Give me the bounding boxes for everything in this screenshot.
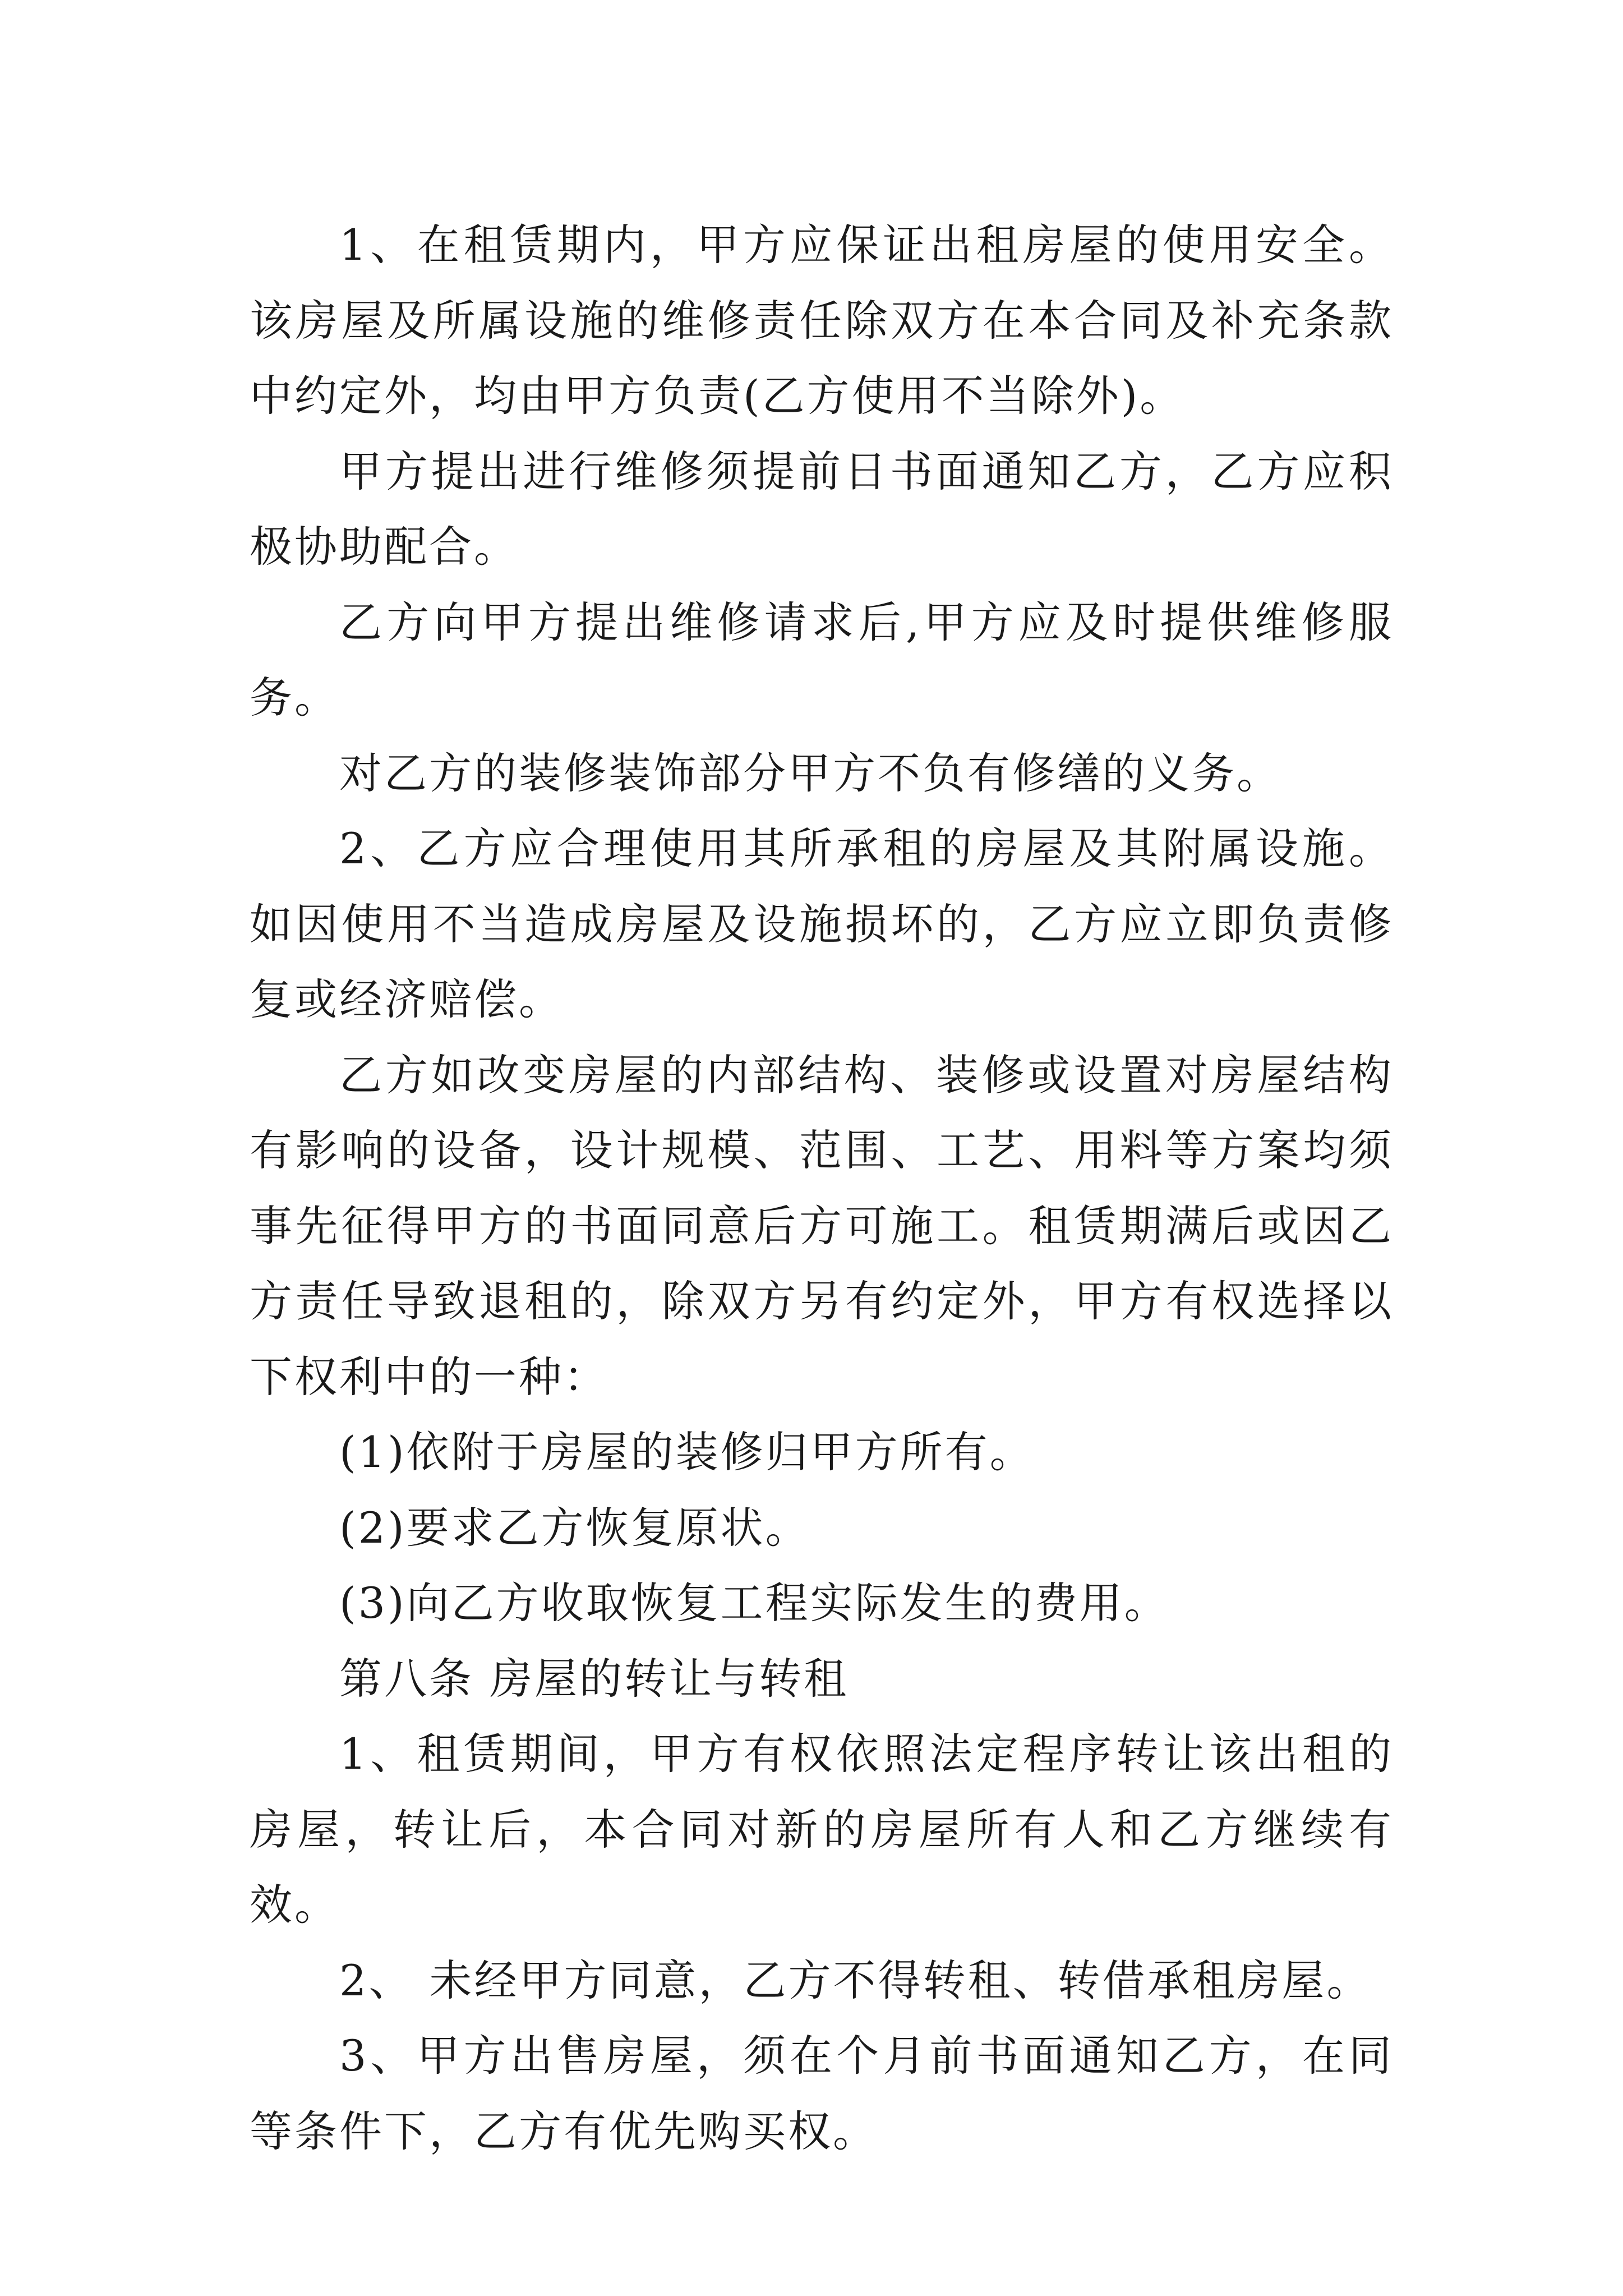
paragraph-option-3: (3)向乙方收取恢复工程实际发生的费用。 — [339, 1578, 1169, 1628]
paragraph-decoration-exemption: 对乙方的装修装饰部分甲方不负有修缮的义务。 — [339, 748, 1281, 798]
paragraph-structure-change: 乙方如改变房屋的内部结构、装修或设置对房屋结构有影响的设备，设计规模、范围、工艺、用料等方案均须事先征得甲方的书面同意后方可施工。租赁期满后或因乙方责任导致退租的，除双方另有约定外，甲方有权选择以下权利中的一种： — [250, 1050, 1394, 1402]
paragraph-repair-notice: 甲方提出进行维修须提前日书面通知乙方，乙方应积极协助配合。 — [250, 446, 1394, 572]
paragraph-repair-request: 乙方向甲方提出维修请求后,甲方应及时提供维修服务。 — [250, 597, 1394, 723]
section-heading-article-8: 第八条 房屋的转让与转租 — [339, 1653, 849, 1704]
paragraph-reasonable-use: 2、乙方应合理使用其所承租的房屋及其附属设施。如因使用不当造成房屋及设施损坏的，乙方应立即负责修复或经济赔偿。 — [250, 823, 1394, 1024]
paragraph-transfer: 1、租赁期间，甲方有权依照法定程序转让该出租的房屋，转让后，本合同对新的房屋所有人和乙方继续有效。 — [250, 1729, 1394, 1930]
paragraph-option-2: (2)要求乙方恢复原状。 — [339, 1502, 810, 1553]
paragraph-option-1: (1)依附于房屋的装修归甲方所有。 — [339, 1427, 1035, 1477]
paragraph-sublease: 2、 未经甲方同意，乙方不得转租、转借承租房屋。 — [339, 1955, 1372, 2005]
document-body — [250, 208, 1394, 2169]
paragraph-preemption: 3、甲方出售房屋，须在个月前书面通知乙方，在同等条件下，乙方有优先购买权。 — [250, 2031, 1394, 2156]
paragraph-repair-responsibility: 1、在租赁期内，甲方应保证出租房屋的使用安全。该房屋及所属设施的维修责任除双方在本合同及补充条款中约定外，均由甲方负责(乙方使用不当除外)。 — [250, 220, 1394, 421]
